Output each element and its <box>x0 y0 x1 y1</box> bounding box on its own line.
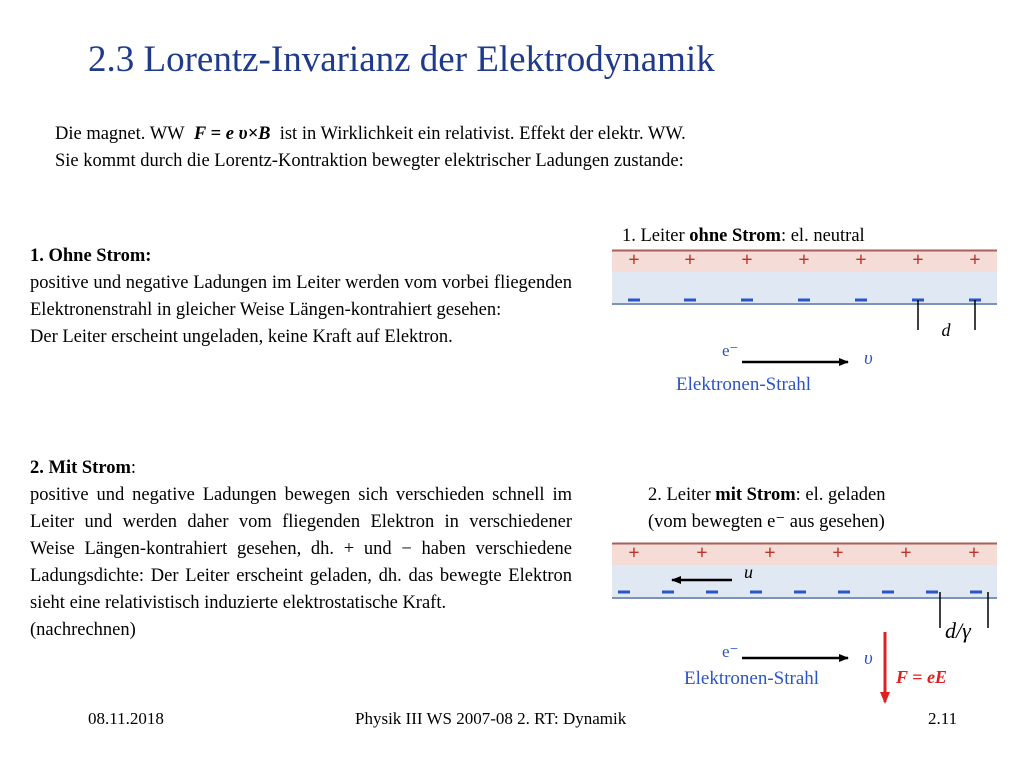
footer-course: Physik III WS 2007-08 2. RT: Dynamik <box>355 709 627 728</box>
spacing-label-d: d <box>941 320 951 340</box>
plus-charge: + <box>741 249 753 271</box>
beam-label-2: Elektronen-Strahl <box>684 668 820 689</box>
section-1-body: positive und negative Ladungen im Leiter werden vom vorbei fliegenden Elektronenstrahl in gleicher Weise Längen-kontrahiert gesehen: <box>30 273 572 320</box>
section-1-conclusion: Der Leiter erscheint ungeladen, keine Kraft auf Elektron. <box>30 327 453 347</box>
diagram-2-caption-line-1 <box>648 482 886 509</box>
electron-label-2: e⁻ <box>722 642 739 661</box>
plus-charge: + <box>696 542 708 564</box>
conductor-1 <box>612 249 997 304</box>
section-1-heading: 1. Ohne Strom: <box>30 246 152 266</box>
plus-charge: + <box>832 542 844 564</box>
diagram-1-caption-pre: 1. Leiter <box>622 226 690 246</box>
plus-charge: + <box>968 542 980 564</box>
intro-line-2: Sie kommt durch die Lorentz-Kontraktion bewegter elektrischer Ladungen zustande: <box>55 151 684 171</box>
intro-text-pre: Die magnet. WW <box>55 124 185 144</box>
spacing-label-d-gamma: d/γ <box>945 618 971 643</box>
footer-date: 08.11.2018 <box>88 709 164 728</box>
plus-charge: + <box>764 542 776 564</box>
beam-label-1: Elektronen-Strahl <box>676 374 812 395</box>
plus-charge: + <box>912 249 924 271</box>
plus-charge: + <box>628 249 640 271</box>
force-label: F = eE <box>896 667 947 687</box>
velocity-label-2: υ <box>864 648 873 669</box>
section-2-body: positive und negative Ladungen bewegen sich verschieden schnell im Leiter und werden daher vom fliegenden Elektron in verschiedener Weise Längen-kontrahiert gesehen, dh. + und − haben verschiedene Ladungsdichte: Der Leiter erscheint geladen, dh. das bewegte Elektron sieht eine relativistisch induzierte elektrostatische Kraft. <box>30 485 572 613</box>
plus-charge: + <box>628 542 640 564</box>
diagram-2-caption <box>648 482 886 536</box>
diagram-2-caption-line-2: (vom bewegten e⁻ aus gesehen) <box>648 512 885 532</box>
diagram-2-caption-bold: mit Strom <box>715 485 796 505</box>
positive-band-2 <box>612 543 997 565</box>
plus-charge: + <box>855 249 867 271</box>
plus-charge: + <box>798 249 810 271</box>
plus-charge: + <box>969 249 981 271</box>
diagram-1-caption-bold: ohne Strom <box>689 226 781 246</box>
section-2-note: (nachrechnen) <box>30 620 136 640</box>
lorentz-force-formula: F = e υ×B <box>193 124 271 144</box>
conductor-2 <box>612 542 997 598</box>
velocity-label-1: υ <box>864 348 873 369</box>
plus-charge: + <box>900 542 912 564</box>
diagram-2-caption-pre: 2. Leiter <box>648 485 716 505</box>
intro-text-post: ist in Wirklichkeit ein relativist. Effekt der elektr. WW. <box>279 124 686 144</box>
diagram-2-caption-post: : el. geladen <box>795 485 886 505</box>
slide-title: 2.3 Lorentz-Invarianz der Elektrodynamik <box>88 39 715 80</box>
electron-label-1: e⁻ <box>722 341 739 360</box>
diagram-1-caption-post: : el. neutral <box>780 226 865 246</box>
section-2-heading: 2. Mit Strom <box>30 458 131 478</box>
drift-label-u: u <box>744 562 753 582</box>
footer-page-number: 2.11 <box>928 709 958 728</box>
section-2-heading-colon: : <box>130 458 137 478</box>
plus-charge: + <box>684 249 696 271</box>
